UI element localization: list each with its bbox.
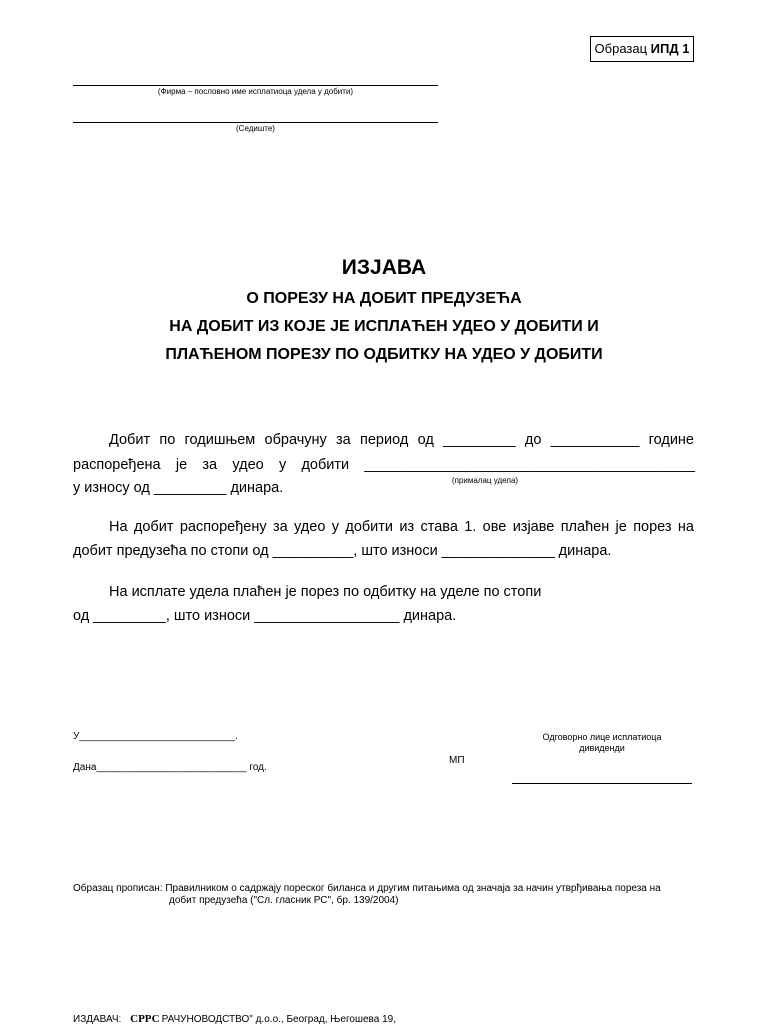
document-subtitle-1: О ПОРЕЗУ НА ДОБИТ ПРЕДУЗЕЋА <box>246 290 522 307</box>
document-title: ИЗЈАВА <box>341 256 427 279</box>
stamp-label: МП <box>449 755 465 766</box>
paragraph-3-line-1: На исплате удела плаћен је порез по одбитку на уделе по стопи <box>109 584 542 600</box>
paragraph-1-line-3: у износу од _________ динара. <box>73 480 284 496</box>
form-prefix: Образац <box>594 41 648 56</box>
prescribed-note-continued: добит предузећа ("Сл. гласник РС", бр. 139/2004) <box>169 895 399 906</box>
form-code-box <box>590 36 694 62</box>
paragraph-2-line-2: добит предузећа по стопи од __________, што износи ______________ динара. <box>73 543 612 559</box>
responsible-person-caption-1: Одговорно лице исплатиоца <box>542 732 662 742</box>
paragraph-2-line-1: На добит распоређену за удео у добити из става 1. ове изјаве плаћен је порез на <box>109 519 694 535</box>
company-name-line[interactable] <box>73 85 438 86</box>
date-field[interactable]: Дана___________________________ год. <box>73 762 267 773</box>
document-subtitle-3: ПЛАЋЕНОМ ПОРЕЗУ ПО ОДБИТКУ НА УДЕО У ДОБИТИ <box>165 346 603 363</box>
prescribed-note: Образац прописан: Правилником о садржају пореског биланса и другим питањима од значаја за начин утврђивања пореза на <box>73 883 661 894</box>
paragraph-1-line-1: Добит по годишњем обрачуну за период од _________ до ___________ године <box>109 432 694 448</box>
place-field[interactable]: У____________________________. <box>73 731 238 742</box>
document-subtitle-2: НА ДОБИТ ИЗ КОЈЕ ЈЕ ИСПЛАЋЕН УДЕО У ДОБИТИ И <box>169 318 599 335</box>
recipient-caption: (прималац удела) <box>451 476 519 485</box>
seat-caption: (Седиште) <box>236 124 275 133</box>
signature-line[interactable] <box>512 783 692 784</box>
publisher-line <box>73 1013 396 1026</box>
form-code: ИПД 1 <box>650 41 690 56</box>
seat-line[interactable] <box>73 122 438 123</box>
publisher-logo: СРРС <box>130 1013 160 1025</box>
paragraph-1-line-2: распоређена је за удео у добити _________________________________________ <box>73 457 695 473</box>
publisher-label: ИЗДАВАЧ: <box>73 1014 122 1025</box>
paragraph-3-line-2: од _________, што износи __________________ динара. <box>73 608 457 624</box>
responsible-person-caption-2: дивиденди <box>579 743 625 753</box>
company-caption: (Фирма – пословно име исплатиоца удела у добити) <box>157 87 354 96</box>
publisher-text: РАЧУНОВОДСТВО" д.о.о., Београд, Његошева 19, <box>161 1014 396 1025</box>
